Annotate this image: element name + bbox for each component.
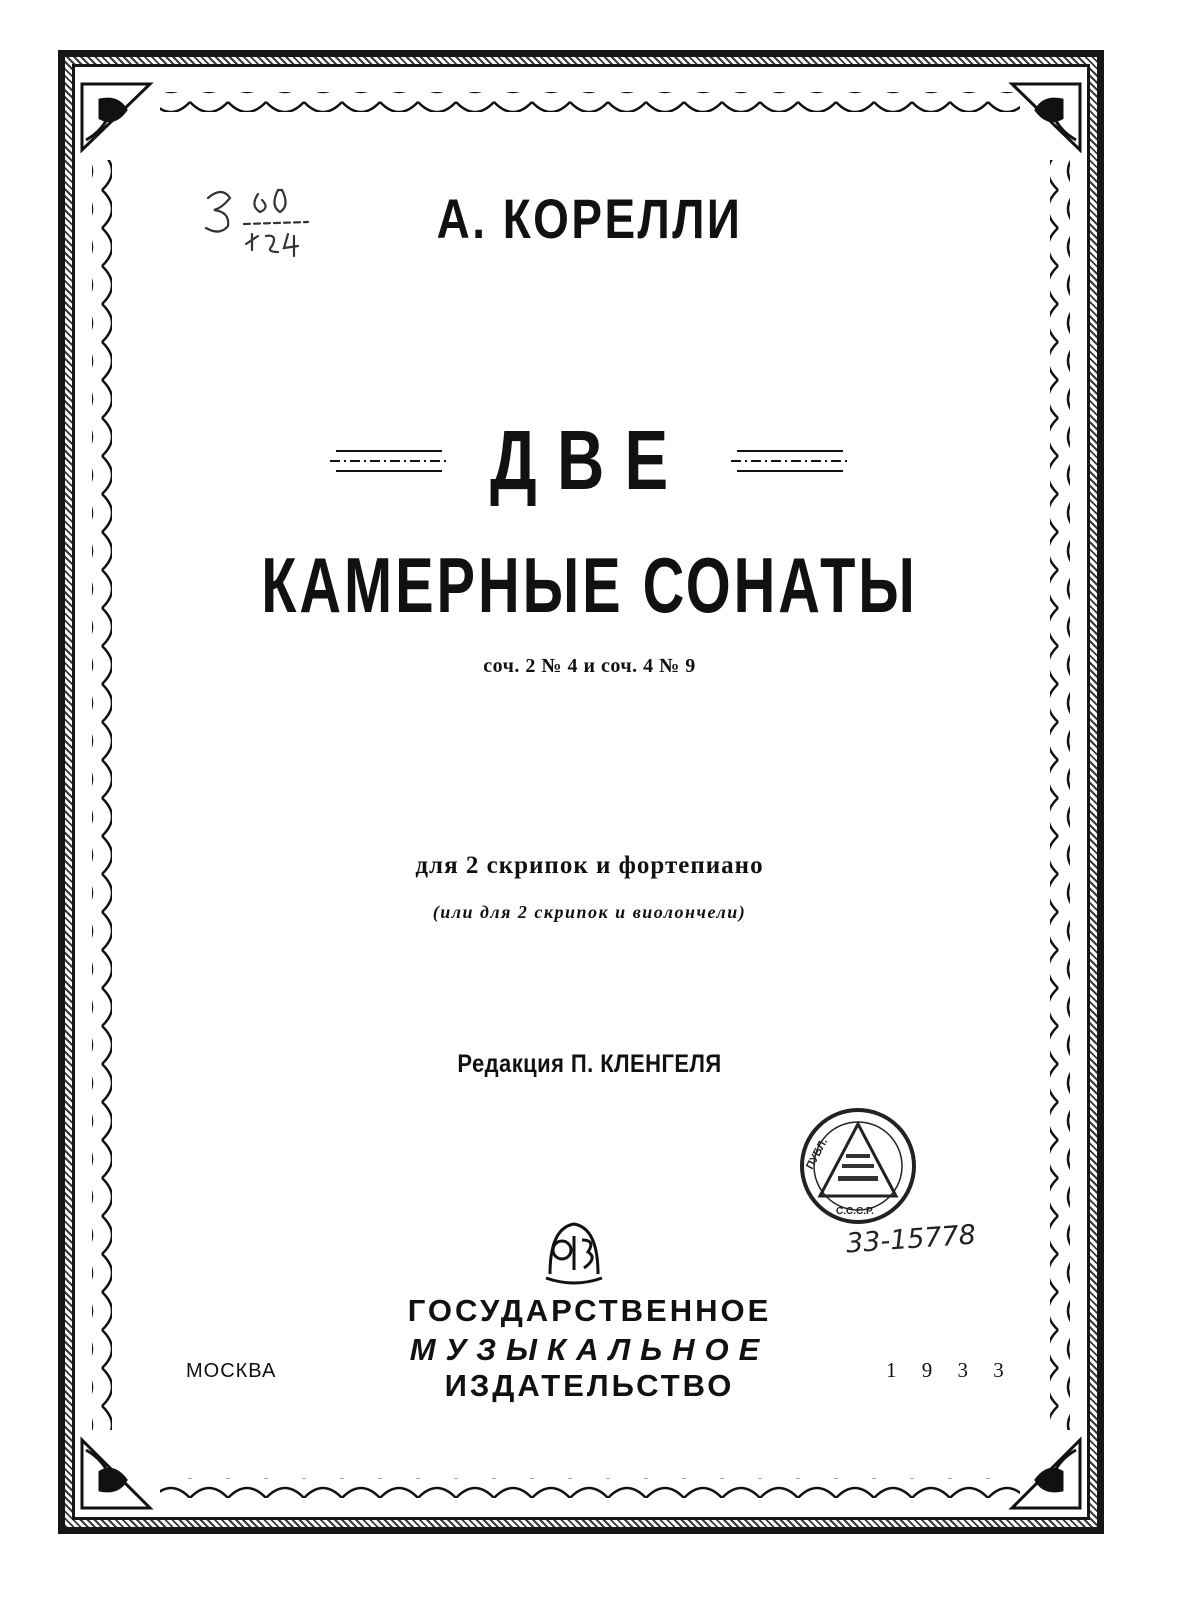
instrumentation-alternative: (или для 2 скрипок и виолончели) [432, 902, 747, 922]
imprint-year: 1 9 3 3 [886, 1358, 1014, 1382]
work-title: КАМЕРНЫЕ СОНАТЫ [261, 541, 918, 629]
ornamental-rule-left [330, 441, 448, 481]
library-stamp [796, 1104, 920, 1228]
publisher-line-2: МУЗЫКАЛЬНОЕ [409, 1332, 770, 1367]
svg-text:ПУБЛ.: ПУБЛ. [804, 1136, 831, 1172]
accession-number: 33-15778 [845, 1219, 977, 1260]
corner-ornament-bottom-right [1012, 1440, 1080, 1508]
corner-ornament-bottom-left [82, 1440, 150, 1508]
editor-credit: Редакция П. КЛЕНГЕЛЯ [457, 1050, 722, 1078]
ornamental-rule-right [731, 441, 849, 481]
corner-ornament-top-right [1012, 84, 1080, 150]
corner-ornament-top-left [82, 84, 150, 150]
publisher-line-1: ГОСУДАРСТВЕННОЕ [407, 1293, 772, 1328]
author-name: А. КОРЕЛЛИ [436, 187, 743, 250]
imprint-city: МОСКВА [186, 1360, 277, 1382]
instrumentation: для 2 скрипок и фортепиано [415, 852, 764, 879]
publisher-line-3: ИЗДАТЕЛЬСТВО [444, 1368, 735, 1403]
count-word: ДВЕ [490, 413, 689, 507]
muzgiz-logo-icon [540, 1218, 608, 1290]
opus-numbers: соч. 2 № 4 и соч. 4 № 9 [483, 655, 696, 677]
count-word-row [0, 412, 1179, 509]
svg-text:С.С.С.Р.: С.С.С.Р. [836, 1206, 874, 1217]
